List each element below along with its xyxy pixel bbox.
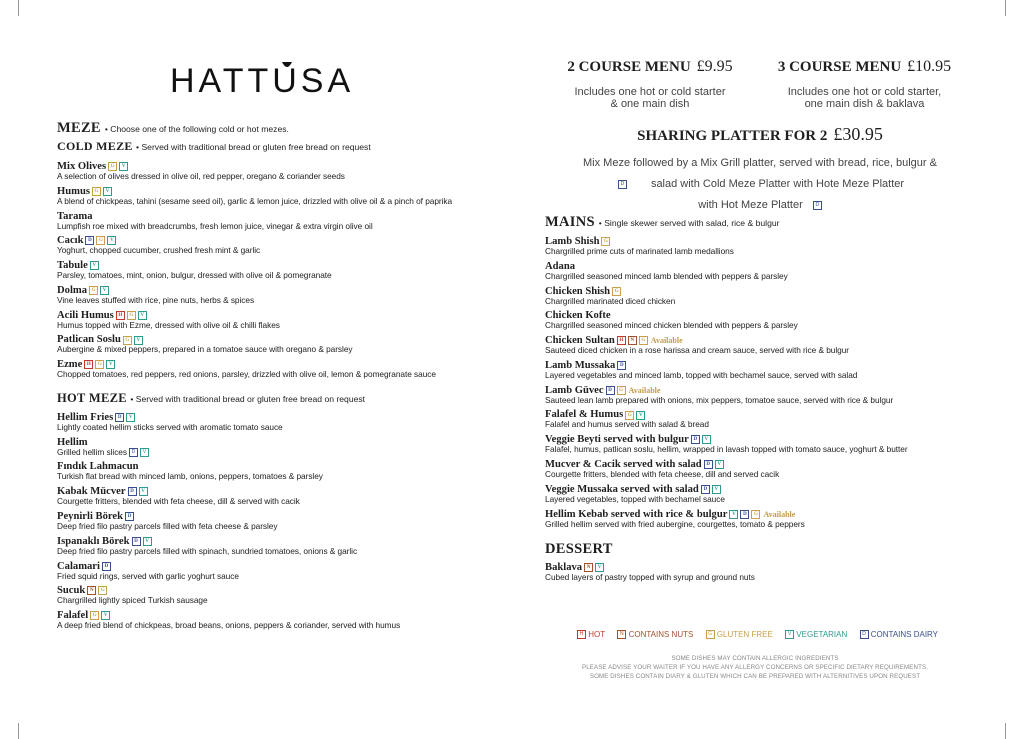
dairy-icon: D — [704, 460, 713, 469]
dairy-icon: D — [617, 361, 626, 370]
dairy-icon: D — [102, 562, 111, 571]
dairy-icon: D — [740, 510, 749, 519]
offer-price: £10.95 — [907, 58, 952, 75]
dairy-icon: D — [606, 386, 615, 395]
cold-meze-title: COLD MEZE — [57, 139, 133, 153]
available-note: Available — [763, 509, 796, 519]
cold-meze-heading: COLD MEZE • Served with traditional bread or gluten free bread on request — [57, 139, 371, 153]
dairy-icon: D — [125, 512, 134, 521]
vegetarian-icon: V — [119, 162, 128, 171]
available-note: Available — [628, 385, 661, 395]
list-item: Humus G V A blend of chickpeas, tahini (sesame seed oil), garlic & lemon juice, drizzled with olive oil & a pinch of paprika — [57, 185, 453, 206]
crop-mark — [18, 723, 19, 739]
offer-desc: Includes one hot or cold starter, — [787, 86, 942, 98]
gluten-free-icon: G — [127, 311, 136, 320]
dairy-icon: D — [128, 487, 137, 496]
dairy-icon: D — [85, 236, 94, 245]
gluten-free-icon: G — [89, 286, 98, 295]
list-item: Lamb Mussaka D Layered vegetables and minced lamb, topped with bechamel sauce, served with salad — [545, 359, 858, 380]
platter-price: £30.95 — [833, 124, 883, 144]
meze-note: Choose one of the following cold or hot mezes. — [110, 124, 289, 134]
dairy-icon: D — [129, 448, 138, 457]
dairy-icon: D — [115, 413, 124, 422]
list-item: Fındık Lahmacun Turkish flat bread with minced lamb, onions, peppers, tomatoes & parsley — [57, 461, 323, 482]
list-item: Falafel G V A deep fried blend of chickpeas, broad beans, onions, peppers & coriander, served with humus — [57, 610, 401, 631]
vegetarian-icon: V — [729, 510, 738, 519]
list-item: Hellim Kebab served with rice & bulgur V D G Available Grilled hellim served with fried aubergine, courgettes, tomato & peppers — [545, 508, 805, 529]
allergy-footer — [540, 655, 970, 681]
gluten-free-icon: G — [95, 360, 104, 369]
hot-meze-note: Served with traditional bread or gluten free bread on request — [135, 393, 366, 404]
list-item: Tarama Lumpfish roe mixed with breadcrumbs, fresh lemon juice, vinegar & extra virgin olive oil — [57, 210, 373, 231]
list-item: Ezme H G V Chopped tomatoes, red peppers, red onions, parsley, drizzled with olive oil, lemon & pomegranate sauce — [57, 359, 436, 380]
vegetarian-icon: V — [143, 537, 152, 546]
vegetarian-icon: V — [140, 448, 149, 457]
gluten-free-icon: G — [625, 411, 634, 420]
list-item: Ispanaklı Börek D V Deep fried filo pastry parcels filled with spinach, sundried tomatoes, onions & garlic — [57, 535, 358, 556]
meze-column — [57, 58, 497, 635]
list-item: Sucuk N G Chargrilled lightly spiced Turkish sausage — [57, 585, 208, 606]
mains-title: MAINS — [545, 214, 595, 230]
vegetarian-icon: V — [715, 460, 724, 469]
dessert-list — [545, 562, 985, 583]
vegetarian-icon: V — [702, 435, 711, 444]
list-item: Cacık D G V Yoghurt, chopped cucumber, crushed fresh mint & garlic — [57, 235, 261, 256]
vegetarian-icon: V — [636, 411, 645, 420]
two-course-offer — [545, 58, 755, 110]
meze-heading: MEZE • Choose one of the following cold or hot mezes. — [57, 120, 289, 136]
vegetarian-icon: V — [106, 360, 115, 369]
list-item: Chicken Sultan H N G Available Sauteed diced chicken in a rose harissa and cream sauce, served with rice & bulgur — [545, 335, 849, 356]
gluten-free-icon: G — [612, 287, 621, 296]
gluten-free-icon: G — [706, 630, 715, 639]
nuts-icon: N — [617, 630, 626, 639]
vegetarian-icon: V — [138, 311, 147, 320]
vegetarian-icon: V — [90, 261, 99, 270]
crop-mark — [18, 0, 19, 16]
vegetarian-icon: V — [595, 563, 604, 572]
offer-desc: Includes one hot or cold starter — [574, 86, 726, 98]
gluten-free-icon: G — [108, 162, 117, 171]
mains-section — [545, 214, 985, 587]
crop-mark — [1005, 723, 1006, 739]
dairy-icon: D — [860, 630, 869, 639]
nuts-icon: N — [584, 563, 593, 572]
hot-icon: H — [617, 336, 626, 345]
list-item: Mucver & Cacik served with salad D V Courgette fritters, blended with feta cheese, dill and served cacik — [545, 459, 780, 480]
list-item: Falafel & Humus G V Falafel and humus served with salad & bread — [545, 409, 709, 430]
legend-nuts: CONTAINS NUTS — [628, 630, 694, 639]
list-item: Peynirli Börek D Deep fried filo pastry parcels filled with feta cheese & parsley — [57, 510, 278, 531]
list-item: Hellim Grilled hellim slices D V — [57, 437, 497, 458]
gluten-free-icon: G — [123, 336, 132, 345]
gluten-free-icon: G — [617, 386, 626, 395]
cold-meze-note: Served with traditional bread or gluten free bread on request — [141, 142, 371, 152]
mains-note: Single skewer served with salad, rice & bulgur — [604, 218, 780, 228]
vegetarian-icon: V — [139, 487, 148, 496]
cold-meze-list — [57, 161, 497, 380]
hot-icon: H — [116, 311, 125, 320]
list-item: Calamari D Fried squid rings, served with garlic yoghurt sauce — [57, 560, 239, 581]
platter-line: Mix Meze followed by a Mix Grill platter, served with bread, rice, bulgur & — [583, 157, 937, 169]
dairy-icon: D — [813, 201, 822, 210]
offer-desc: one main dish & baklava — [804, 98, 925, 110]
list-item: Tabule V Parsley, tomatoes, mint, onion, bulgur, dressed with olive oil & pomegranate — [57, 260, 332, 281]
allergen-legend — [575, 630, 946, 639]
list-item: Hellim Fries D V Lightly coated hellim sticks served with aromatic tomato sauce — [57, 411, 283, 432]
nuts-icon: N — [87, 586, 96, 595]
footer-line: PLEASE ADVISE YOUR WAITER IF YOU HAVE ANY ALLERGY CONCERNS OR SPECIFIC DIETARY REQUIREMENTS. — [581, 663, 929, 671]
legend-dairy: CONTAINS DAIRY — [870, 630, 939, 639]
legend-gluten-free: GLUTEN FREE — [716, 630, 773, 639]
nuts-icon: N — [628, 336, 637, 345]
gluten-free-icon: G — [98, 586, 107, 595]
logo-text: HATTUSA — [170, 62, 355, 100]
three-course-offer — [757, 58, 972, 110]
gluten-free-icon: G — [90, 611, 99, 620]
platter-line: with Hot Meze Platter — [698, 199, 803, 211]
legend-vegetarian: VEGETARIAN — [796, 630, 848, 639]
mains-heading: MAINS • Single skewer served with salad, rice & bulgur — [545, 214, 780, 230]
list-item: Lamb Shish G Chargrilled prime cuts of marinated lamb medallions — [545, 236, 734, 256]
list-item: Veggie Beyti served with bulgur D V Falafel, humus, patlican soslu, hellim, wrapped in lavash topped with tomato sauce, yoghurt & butter — [545, 434, 908, 455]
gluten-free-icon: G — [92, 187, 101, 196]
footer-line: SOME DISHES MAY CONTAIN ALLERGIC INGREDIENTS — [671, 655, 839, 662]
platter-title: SHARING PLATTER FOR 2 — [637, 128, 828, 144]
crop-mark — [1005, 0, 1006, 16]
offer-desc: & one main dish — [610, 98, 690, 110]
dairy-icon: D — [691, 435, 700, 444]
vegetarian-icon: V — [134, 336, 143, 345]
hot-icon: H — [577, 630, 586, 639]
hot-meze-list — [57, 412, 497, 631]
vegetarian-icon: V — [101, 611, 110, 620]
mains-list — [545, 236, 985, 529]
platter-line: salad with Cold Meze Platter with Hote Meze Platter — [650, 178, 905, 190]
list-item: Dolma G V Vine leaves stuffed with rice, pine nuts, herbs & spices — [57, 284, 255, 305]
hot-icon: H — [84, 360, 93, 369]
gluten-free-icon: G — [751, 510, 760, 519]
dairy-icon: D — [132, 537, 141, 546]
list-item: Baklava N V Cubed layers of pastry topped with syrup and ground nuts — [545, 562, 755, 583]
vegetarian-icon: V — [107, 236, 116, 245]
list-item: Veggie Mussaka served with salad D V Layered vegetables, topped with bechamel sauce — [545, 483, 725, 504]
vegetarian-icon: V — [126, 413, 135, 422]
legend-hot: HOT — [588, 630, 606, 639]
dairy-icon: D — [618, 180, 627, 189]
meze-title: MEZE — [57, 120, 101, 136]
list-item: Kabak Mücver D V Courgette fritters, blended with feta cheese, dill & served with cacik — [57, 486, 300, 507]
dessert-title: DESSERT — [545, 541, 613, 558]
hot-meze-title: HOT MEZE — [57, 390, 127, 405]
available-note: Available — [650, 336, 683, 346]
hot-meze-heading: HOT MEZE • Served with traditional bread or gluten free bread on request — [57, 390, 366, 405]
list-item: Chicken Kofte Chargrilled seasoned minced chicken blended with peppers & parsley — [545, 310, 798, 331]
vegetarian-icon: V — [712, 485, 721, 494]
gluten-free-icon: G — [639, 336, 648, 345]
footer-line: SOME DISHES CONTAIN DIARY & GLUTEN WHICH CAN BE PREPARED WITH ALTERNITIVES UPON REQUEST — [589, 672, 921, 680]
gluten-free-icon: G — [601, 237, 610, 246]
list-item: Lamb Güvec D G Available Sauteed lean lamb prepared with onions, mix peppers, tomatoe sauce, served with rice & bulgur — [545, 384, 894, 405]
offer-price: £9.95 — [696, 58, 733, 75]
vegetarian-icon: V — [100, 286, 109, 295]
dairy-icon: D — [701, 485, 710, 494]
sharing-platter — [545, 124, 975, 216]
vegetarian-icon: V — [785, 630, 794, 639]
offer-title: 2 COURSE MENU — [567, 59, 691, 75]
list-item: Adana Chargrilled seasoned minced lamb blended with peppers & parsley — [545, 260, 788, 281]
list-item: Chicken Shish G Chargrilled marinated diced chicken — [545, 285, 676, 306]
offer-title: 3 COURSE MENU — [777, 59, 902, 75]
list-item: Mix Olives G V A selection of olives dressed in olive oil, red pepper, oregano & coriander seeds — [57, 161, 345, 181]
gluten-free-icon: G — [96, 236, 105, 245]
vegetarian-icon: V — [103, 187, 112, 196]
list-item: Patlican Soslu G V Aubergine & mixed peppers, prepared in a tomatoe sauce with oregano & parsley — [57, 334, 353, 355]
dessert-heading — [545, 541, 985, 558]
list-item: Acili Humus H G V Humus topped with Ezme, dressed with olive oil & chilli flakes — [57, 309, 280, 330]
